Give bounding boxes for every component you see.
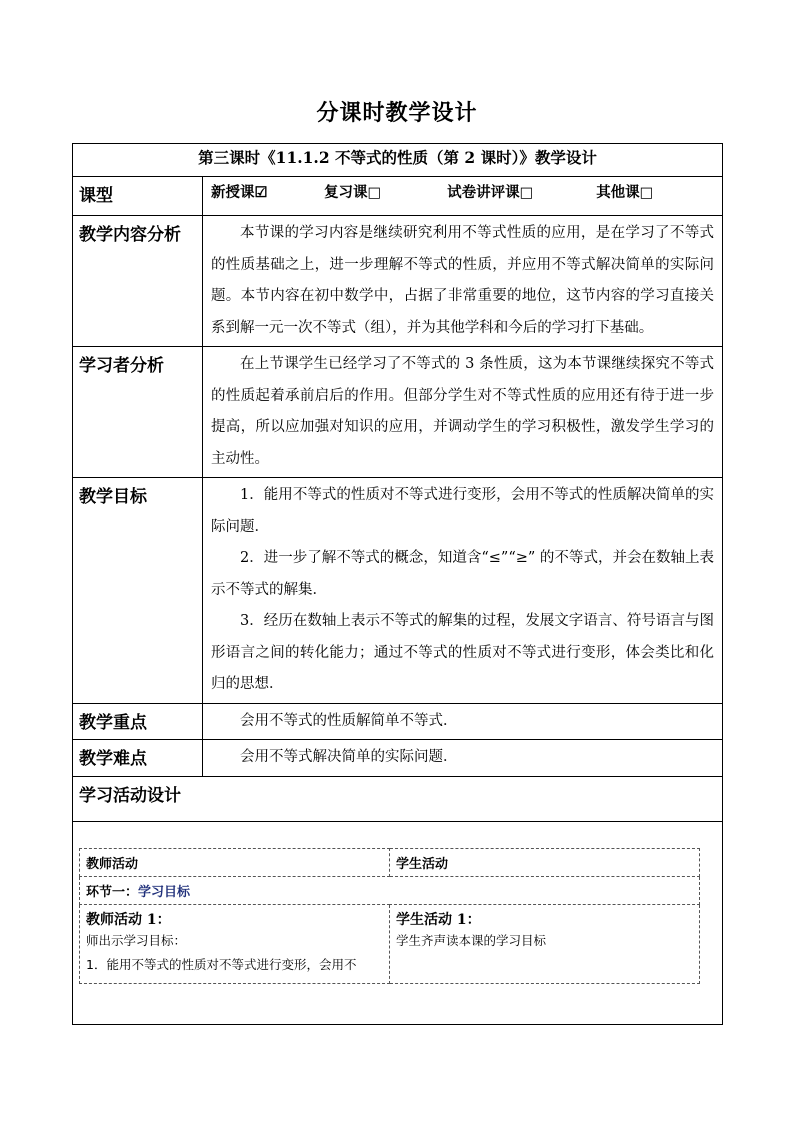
learner-analysis-label: 学习者分析 (73, 347, 203, 478)
teacher-activity-header: 教师活动 (80, 848, 390, 876)
activity-table (79, 848, 700, 984)
stage-name: 学习目标 (138, 884, 191, 900)
objective-item: 2．进一步了解不等式的概念，知道含“≤”“≥” 的不等式，并会在数轴上表示不等式的解集． (211, 550, 715, 598)
key-point-row (73, 703, 723, 740)
objective-item: 1．能用不等式的性质对不等式进行变形，会用不等式的性质解决简单的实际问题． (211, 487, 715, 535)
objectives-label: 教学目标 (73, 478, 203, 704)
course-type-options (203, 177, 723, 216)
content-analysis-row (73, 216, 723, 347)
type-option-other[interactable]: 其他课□ (596, 184, 654, 201)
student-activity-header: 学生活动 (390, 848, 700, 876)
activity-design-label-row (73, 776, 723, 821)
teacher-activity-title: 教师活动 1： (86, 911, 171, 928)
content-analysis-label: 教学内容分析 (73, 216, 203, 347)
course-type-row (73, 177, 723, 216)
difficulty-text: 会用不等式解决简单的实际问题． (203, 740, 723, 777)
page-title: 分课时教学设计 (316, 100, 478, 126)
stage-prefix: 环节一： (86, 884, 139, 900)
type-option-review[interactable]: 复习课□ (324, 184, 382, 201)
teacher-activity-cell (80, 904, 390, 983)
difficulty-label: 教学难点 (73, 740, 203, 777)
type-option-new[interactable]: 新授课☑ (211, 184, 268, 201)
student-activity-cell (390, 904, 700, 983)
teacher-activity-line: 1．能用不等式的性质对不等式进行变形，会用不 (86, 956, 357, 972)
objectives-list (203, 478, 723, 704)
teacher-activity-line: 师出示学习目标： (86, 932, 187, 948)
key-point-label: 教学重点 (73, 703, 203, 740)
lesson-subtitle: 第三课时《11.1.2 不等式的性质（第 2 课时）》教学设计 (73, 144, 723, 177)
type-option-test-review[interactable]: 试卷讲评课□ (447, 184, 534, 201)
key-point-text: 会用不等式的性质解简单不等式． (203, 703, 723, 740)
lesson-design-table (72, 143, 723, 1025)
student-activity-line: 学生齐声读本课的学习目标 (396, 932, 547, 948)
objectives-row (73, 478, 723, 704)
activity-design-cell (73, 821, 723, 1024)
content-analysis-text: 本节课的学习内容是继续研究利用不等式性质的应用，是在学习了不等式的性质基础之上，进一步理解不等式的性质，并应用不等式解决简单的实际问题。本节内容在初中数学中，占据了非常重要的地位，这节内容的学习直接关系到解一元一次不等式（组），并为其他学科和今后的学习打下基础。 (203, 216, 723, 347)
course-type-label: 课型 (73, 177, 203, 216)
activity-design-row (73, 821, 723, 1024)
learner-analysis-text: 在上节课学生已经学习了不等式的 3 条性质，这为本节课继续探究不等式的性质起着承前启后的作用。但部分学生对不等式性质的应用还有待于进一步提高，所以应加强对知识的应用，并调动学生的学习积极性，激发学生学习的主动性。 (203, 347, 723, 478)
difficulty-row (73, 740, 723, 777)
learner-analysis-row (73, 347, 723, 478)
student-activity-title: 学生活动 1： (396, 911, 481, 928)
stage-one-row (80, 876, 700, 904)
objective-item: 3．经历在数轴上表示不等式的解集的过程，发展文字语言、符号语言与图形语言之间的转化能力；通过不等式的性质对不等式进行变形，体会类比和化归的思想． (211, 613, 715, 692)
activity-design-label: 学习活动设计 (73, 776, 723, 821)
